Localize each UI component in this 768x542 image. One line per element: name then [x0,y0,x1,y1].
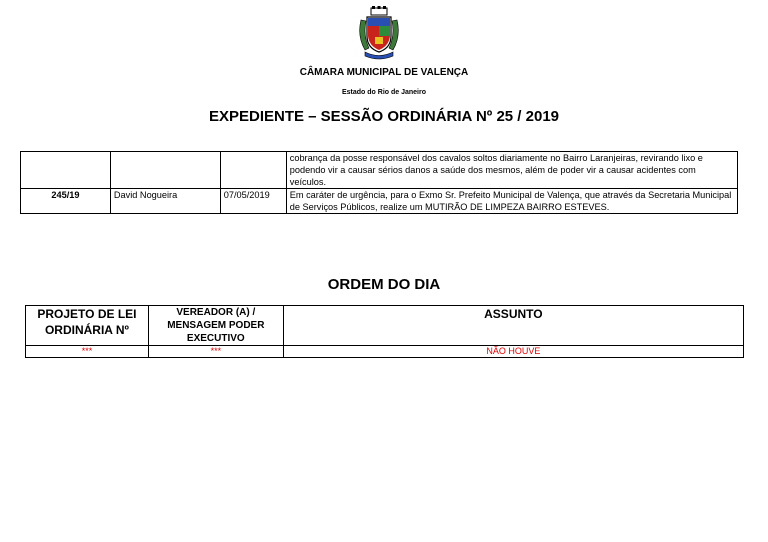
column-header-projeto: PROJETO DE LEI ORDINÁRIA Nº [26,306,149,346]
table-row [21,189,738,214]
organization-name: CÂMARA MUNICIPAL DE VALENÇA [299,67,469,78]
expediente-table [20,151,738,214]
section-title-ordem-do-dia: ORDEM DO DIA [327,276,441,293]
column-header-assunto: ASSUNTO [283,306,743,346]
state-name: Estado do Rio de Janeiro [341,89,426,96]
project-number-cell [21,152,111,189]
subject-cell: cobrança da posse responsável dos cavalos soltos diariamente no Bairro Laranjeiras, revirando lixo e podendo vir a causar sérios danos a saúde dos mesmos, além de poder vir a causar acidentes com veículos. [286,152,737,189]
table-header-row [26,306,744,346]
date-cell [220,152,286,189]
author-cell [110,152,220,189]
assunto-cell: NÃO HOUVE [283,346,743,358]
column-header-vereador: VEREADOR (A) / MENSAGEM PODER EXECUTIVO [148,306,283,346]
table-row [26,346,744,358]
subject-cell: Em caráter de urgência, para o Exmo Sr. Prefeito Municipal de Valença, que através da Secretaria Municipal de Serviços Públicos, realize um MUTIRÃO DE LIMPEZA BAIRRO ESTEVES. [286,189,737,214]
project-number-cell: 245/19 [21,189,111,214]
author-cell: David Nogueira [110,189,220,214]
page-title: EXPEDIENTE – SESSÃO ORDINÁRIA Nº 25 / 2019 [208,108,560,125]
table-row [21,152,738,189]
date-cell: 07/05/2019 [220,189,286,214]
projeto-cell: *** [26,346,149,358]
ordem-do-dia-table [25,305,744,358]
municipal-coat-of-arms-icon [357,6,401,60]
vereador-cell: *** [148,346,283,358]
